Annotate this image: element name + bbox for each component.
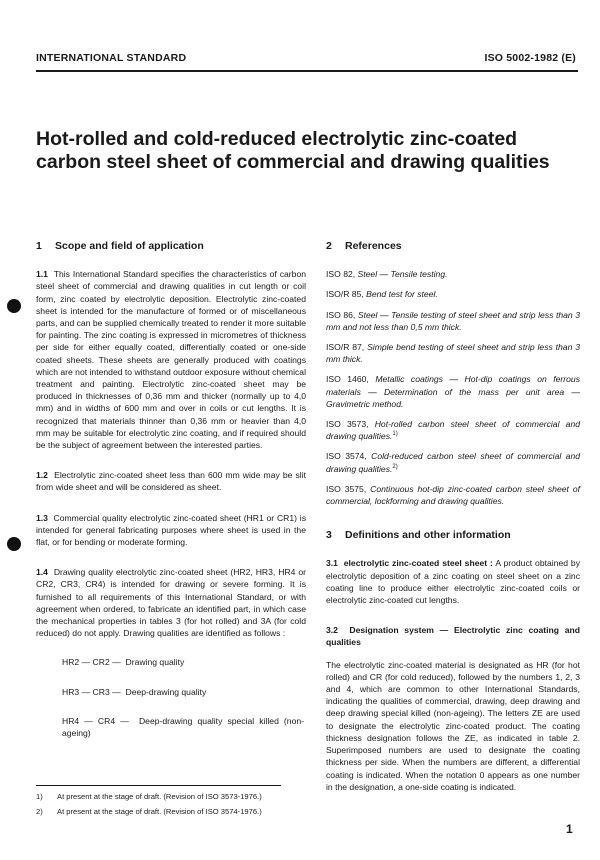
page-number: 1	[566, 822, 573, 836]
reference-item: ISO 3574, Cold-reduced carbon steel sheet of commercial and drawing qualities.$^{2)}$	[326, 451, 580, 474]
reference-item: ISO/R 85, Bend test for steel.	[326, 289, 438, 300]
header-document-number: ISO 5002-1982 (E)	[484, 52, 576, 64]
left-column	[36, 240, 306, 739]
footnote-ref-2: 2)	[392, 463, 398, 470]
drawing-quality-item: HR2 — CR2 — Drawing quality	[62, 657, 185, 668]
paragraph-1-2: 1.2 Electrolytic zinc-coated sheet less than 600 mm wide may be slit from wide sheet and will be considered as sheet.	[36, 470, 306, 493]
footnote-1: 1) At present at the stage of draft. (Revision of ISO 3573-1976.)	[36, 792, 262, 801]
paragraph-1-3: 1.3 Commercial quality electrolytic zinc-coated sheet (HR1 or CR1) is intended for general fabricating purposes where sheet is used in the flat, or for bending or moderate forming.	[36, 512, 306, 548]
title-line-1: Hot-rolled and cold-reduced electrolytic zinc-coated	[36, 128, 518, 150]
paragraph-3-2-heading: 3.2 Designation system — Electrolytic zinc coating and qualities	[326, 625, 580, 648]
title-line-2: carbon steel sheet of commercial and drawing qualities	[36, 151, 550, 173]
drawing-quality-item: HR3 — CR3 — Deep-drawing quality	[62, 686, 207, 697]
page-header	[36, 52, 576, 64]
paragraph-3-2: The electrolytic zinc-coated material is designated as HR (for hot rolled) and CR (for cold reduced), followed by the numbers 1, 2, 3 and 4, which are common to other International Standards, indicating the qualities of commercial, drawing, deep drawing and deep drawing special killed (non-ageing). The letters ZE are used to designate the electrolytic zinc-coated product. The coating thickness designation follows the ZE, as indicated in table 2. Superimposed numbers are used to designate the coating thickness per side. When the numbers are different, a differential coating is indicated. When the notation 0 appears as one number in the designation, a one-side coating is indicated.	[326, 659, 580, 792]
reference-item: ISO 1460, Metallic coatings — Hot-dip coatings on ferrous materials — Determination of the mass per unit area — Gravimetric method.	[326, 374, 581, 409]
footnote-2: 2) At present at the stage of draft. (Revision of ISO 3574-1976.)	[36, 807, 262, 816]
paragraph-1-4: 1.4 Drawing quality electrolytic zinc-coated sheet (HR2, HR3, HR4 or CR2, CR3, CR4) is intended for drawing or severe forming. It is furnished to all requirements of this International Standard, or with agreement when ordered, to fabricate an identified part, in which case the mechanical properties in tables 3 (for hot rolled) and 3A (for cold reduced) do not apply. Drawing qualities are identified as follows :	[36, 567, 306, 639]
drawing-quality-item: HR4 — CR4 — Deep-drawing quality special killed (non-ageing)	[62, 715, 304, 739]
reference-item: ISO 3573, Hot-rolled carbon steel sheet of commercial and drawing qualities.$^{1)}$	[326, 419, 581, 442]
footnote-ref-1: 1)	[392, 431, 398, 438]
reference-item: ISO/R 87, Simple bend testing of steel sheet and strip less than 3 mm thick.	[326, 342, 580, 365]
section-2-heading: 2 References	[326, 240, 402, 252]
paragraph-1-1: 1.1 This International Standard specifies the characteristics of carbon steel sheet of commercial and drawing qualities in cut length or coil form, zinc coated by electrolytic deposition. Electrolytic zinc-coated sheet is intended for the manufacture of formed or of miscellaneous parts, and can be supplied chemically treated to render it more suitable for painting. The zinc coating is expressed in micrometres of thickness per side for either equally coated, differentially coated or one-side coated sheets. These sheets are generally produced with coatings which are not intended to withstand outdoor exposure without chemical treatment and painting. Electrolytic zinc-coated sheet may be produced in thicknesses of 0,36 mm and thicker (normally up to 4,0 mm) and in widths of 600 mm and over in coils or cut lengths. It is recognized that materials thinner than 0,36 mm or heavier than 4,0 mm may be suitable for electrolytic zinc coating, and if required should be the subject of agreement between the interested parties.	[36, 269, 307, 451]
header-standard-label: INTERNATIONAL STANDARD	[36, 52, 187, 64]
header-rule	[36, 70, 578, 72]
punch-hole-mark	[7, 537, 21, 551]
paragraph-3-1: 3.1 electrolytic zinc-coated steel sheet : A product obtained by electrolytic deposition of a zinc coating on steel sheet on a zinc coating line to produce either electrolytic zinc-coated coils or electrolytic zinc-coated cut lengths.	[326, 558, 580, 606]
section-1-heading: 1 Scope and field of application	[36, 240, 204, 252]
reference-item: ISO 82, Steel — Tensile testing.	[326, 269, 448, 280]
reference-item: ISO 86, Steel — Tensile testing of steel sheet and strip less than 3 mm and not less than 0,5 mm thick.	[326, 309, 581, 332]
section-3-heading: 3 Definitions and other information	[326, 529, 511, 542]
punch-hole-mark	[7, 299, 21, 313]
document-title	[36, 128, 576, 174]
reference-item: ISO 3575, Continuous hot-dip zinc-coated carbon steel sheet of commercial, lockforming and drawing qualities.	[326, 483, 580, 507]
footnotes	[36, 791, 336, 821]
right-column	[326, 240, 580, 793]
footnote-rule	[36, 785, 281, 786]
